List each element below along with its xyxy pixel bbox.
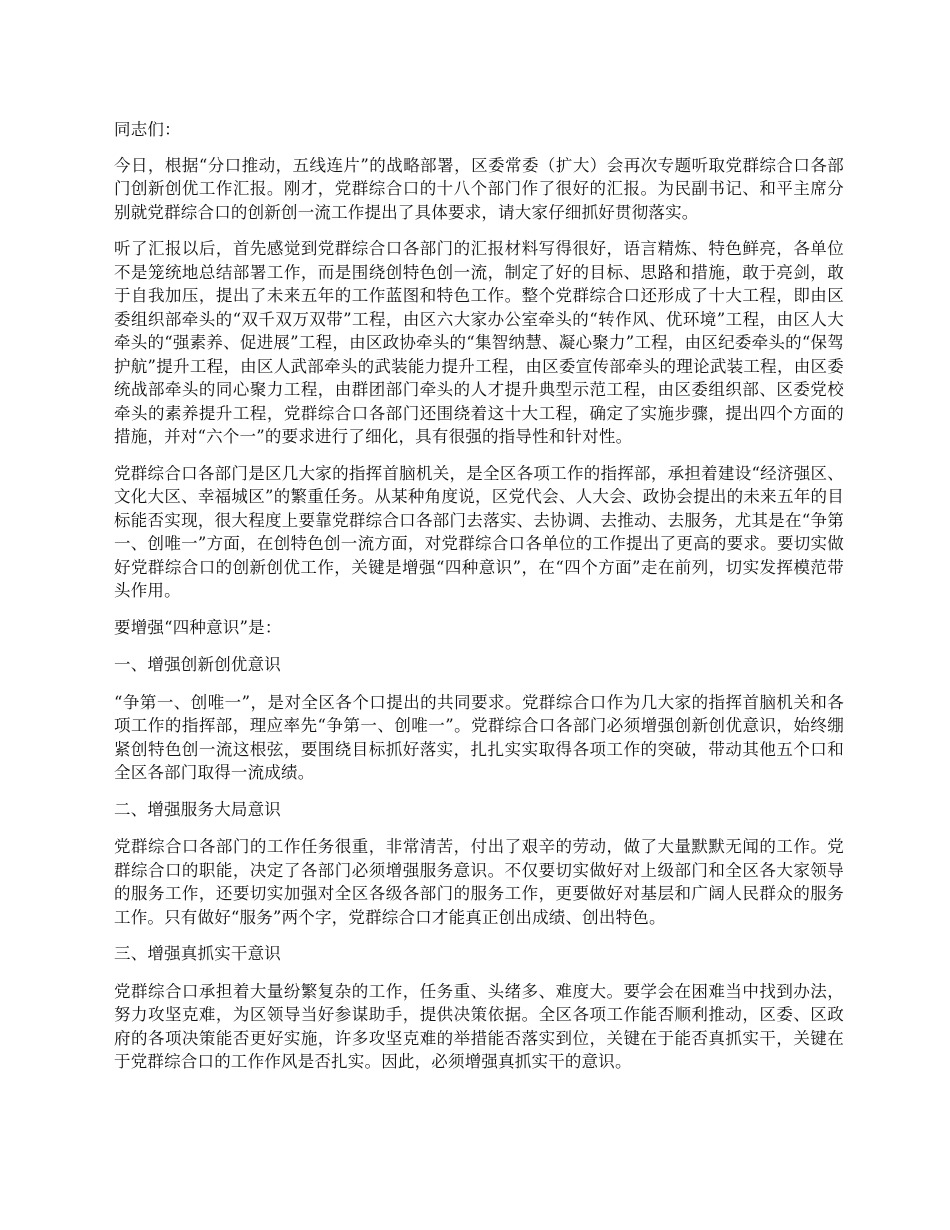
document-body <box>114 118 844 1087</box>
paragraph-section-2: 党群综合口各部门的工作任务很重，非常清苦，付出了艰辛的劳动，做了大量默默无闻的工作。党群综合口的职能，决定了各部门必须增强服务意识。不仅要切实做好对上级部门和全区各大家领导的服务工作，还要切实加强对全区各级各部门的服务工作，更要做好对基层和广阔人民群众的服务工作。只有做好“服务”两个字，党群综合口才能真正创出成绩、创出特色。 <box>114 837 844 927</box>
paragraph-report-review: 听了汇报以后，首先感觉到党群综合口各部门的汇报材料写得很好，语言精炼、特色鲜亮，各单位不是笼统地总结部署工作，而是围绕创特色创一流，制定了好的目标、思路和措施，敢于亮剑，敢于自我加压，提出了未来五年的工作蓝图和特色工作。整个党群综合口还形成了十大工程，即由区委组织部牵头的“双千双万双带”工程，由区六大家办公室牵头的“转作风、优环境”工程，由区人大牵头的“强素养、促进展”工程，由区政协牵头的“集智纳慧、凝心聚力”工程，由区纪委牵头的“保驾护航”提升工程，由区人武部牵头的武装能力提升工程，由区委宣传部牵头的理论武装工程，由区委统战部牵头的同心聚力工程，由群团部门牵头的人才提升典型示范工程，由区委组织部、区委党校牵头的素养提升工程，党群综合口各部门还围绕着这十大工程，确定了实施步骤，提出四个方面的措施，并对“六个一”的要求进行了细化，具有很强的指导性和针对性。 <box>114 239 844 446</box>
paragraph-intro: 今日，根据“分口推动，五线连片”的战略部署，区委常委（扩大）会再次专题听取党群综合口各部门创新创优工作汇报。刚才，党群综合口的十八个部门作了很好的汇报。为民副书记、和平主席分别就党群综合口的创新创一流工作提出了具体要求，请大家仔细抓好贯彻落实。 <box>114 155 844 222</box>
section-heading-3: 三、增强真抓实干意识 <box>114 944 281 963</box>
section-heading-1: 一、增强创新创优意识 <box>114 655 281 674</box>
paragraph-role: 党群综合口各部门是区几大家的指挥首脑机关，是全区各项工作的指挥部，承担着建设“经济强区、文化大区、幸福城区”的繁重任务。从某种角度说，区党代会、人大会、政协会提出的未来五年的目标能否实现，很大程度上要靠党群综合口各部门去落实、去协调、去推动、去服务，尤其是在“争第一、创唯一”方面，在创特色创一流方面，对党群综合口各单位的工作提出了更高的要求。要切实做好党群综合口的创新创优工作，关键是增强“四种意识”，在“四个方面”走在前列，切实发挥模范带头作用。 <box>114 463 844 600</box>
greeting: 同志们： <box>114 120 181 139</box>
paragraph-four-awareness-lead: 要增强“四种意识”是： <box>114 617 282 637</box>
paragraph-section-3: 党群综合口承担着大量纷繁复杂的工作，任务重、头绪多、难度大。要学会在困难当中找到办法，努力攻坚克难，为区领导当好参谋助手，提供决策依据。全区各项工作能否顺利推动，区委、区政府的各项决策能否更好实施，许多攻坚克难的举措能否落实到位，关键在于能否真抓实干，关键在于党群综合口的工作作风是否扎实。因此，必须增强真抓实干的意识。 <box>114 981 844 1071</box>
paragraph-section-1: “争第一、创唯一”，是对全区各个口提出的共同要求。党群综合口作为几大家的指挥首脑机关和各项工作的指挥部，理应率先“争第一、创唯一”。党群综合口各部门必须增强创新创优意识，始终绷紧创特色创一流这根弦，要围绕目标抓好落实，扎扎实实取得各项工作的突破，带动其他五个口和全区各部门取得一流成绩。 <box>114 692 844 782</box>
section-heading-2: 二、增强服务大局意识 <box>114 799 281 819</box>
